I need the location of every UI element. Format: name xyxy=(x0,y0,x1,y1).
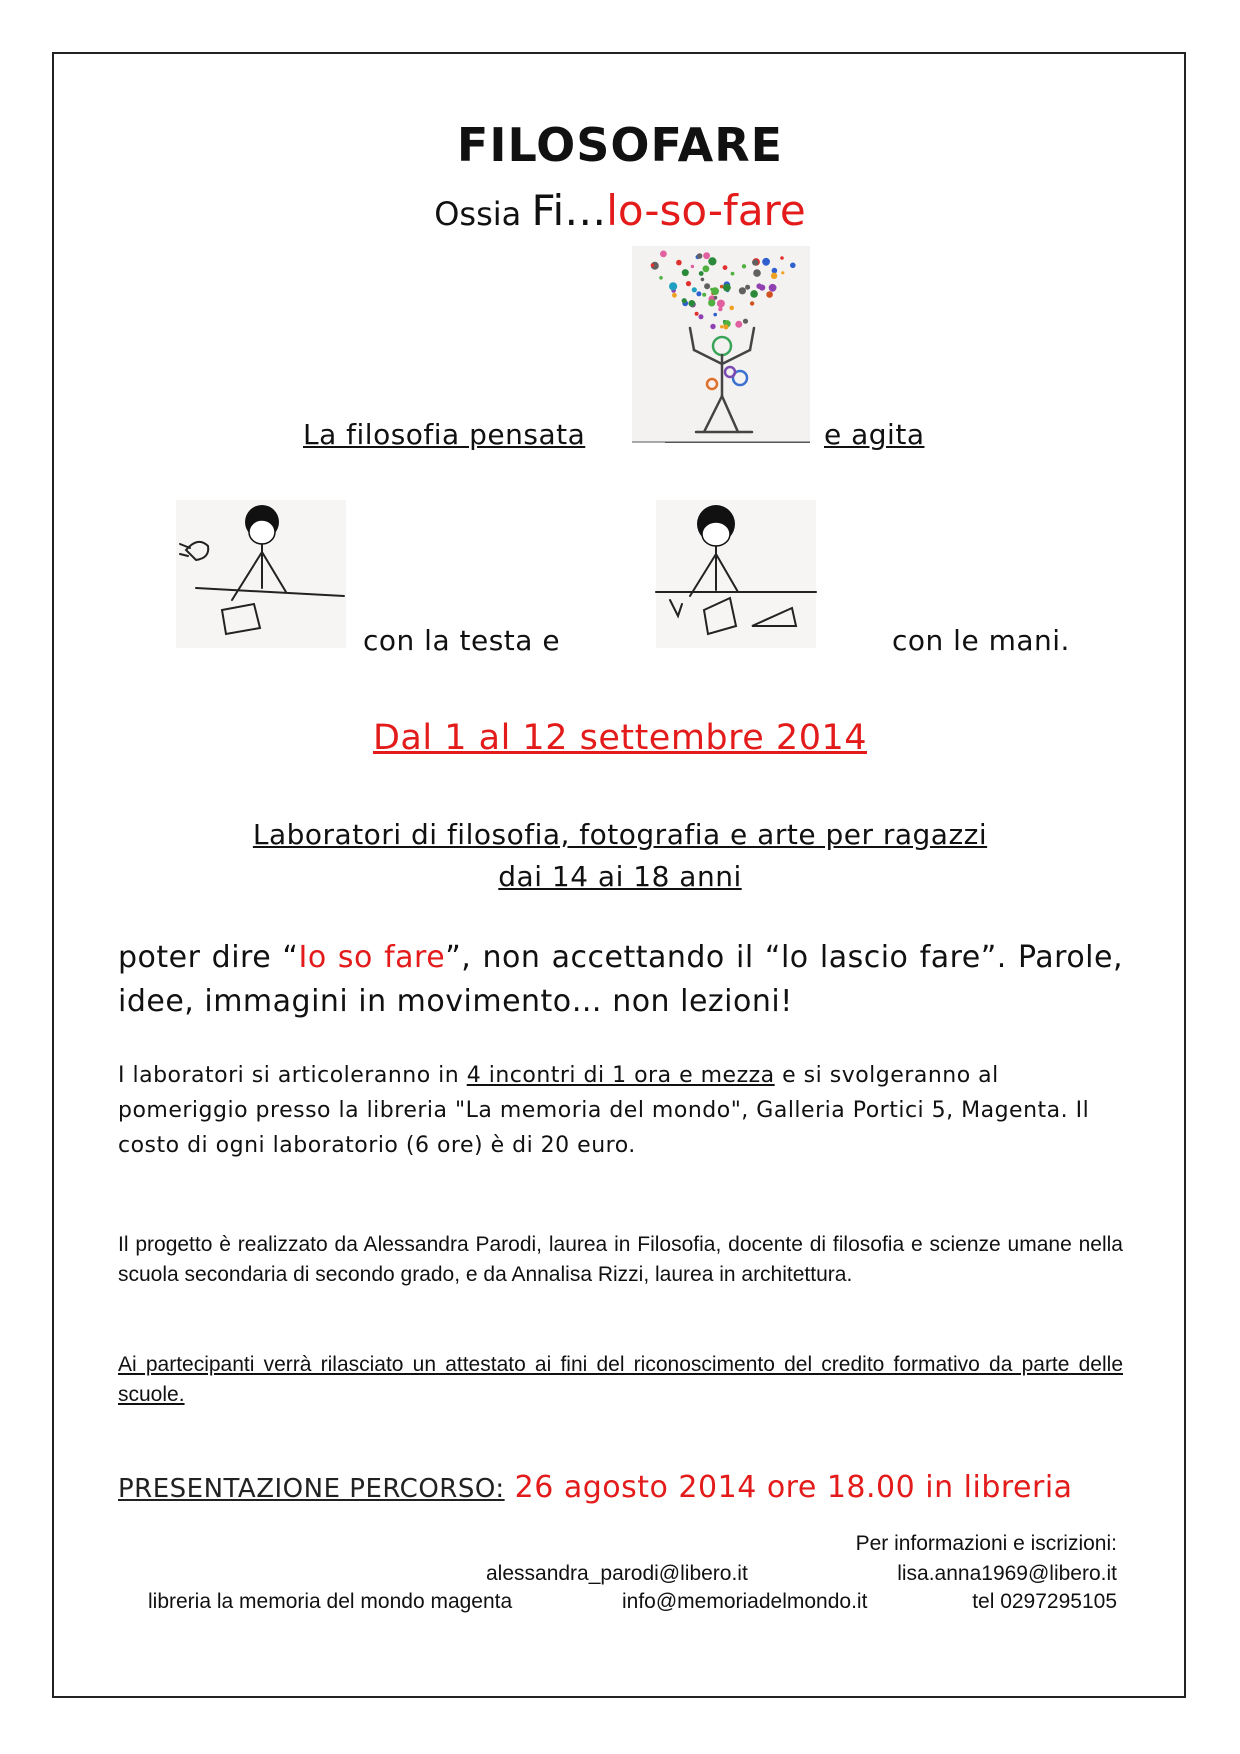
confetti-dot xyxy=(750,301,754,305)
confetti-dot xyxy=(696,291,701,296)
confetti-dot xyxy=(697,253,703,259)
intro-gap-line xyxy=(665,442,810,443)
confetti-dot xyxy=(703,252,710,259)
confetti-dot xyxy=(703,265,710,272)
event-dates: Dal 1 al 12 settembre 2014 xyxy=(372,718,867,758)
confetti-dot xyxy=(781,271,784,274)
subtitle-fi: Fi… xyxy=(531,186,607,235)
intro-part1: La filosofia pensata xyxy=(303,418,586,451)
desc-c: e si svolgeranno al pomeriggio presso la libreria "La memoria del mondo", Galleria Portici 5, Magenta. Il costo di ogni laboratorio (6 ore) è di 20 euro. xyxy=(118,1063,1090,1158)
confetti-dot xyxy=(691,265,694,268)
confetti-dot xyxy=(723,325,728,330)
confetti-dot xyxy=(688,300,695,307)
motto-a: poter dire “ xyxy=(118,940,299,975)
confetti-dot xyxy=(669,282,677,290)
confetti-dot xyxy=(651,263,655,267)
confetti-dot xyxy=(713,313,717,317)
confetti-dot xyxy=(692,287,697,292)
confetti-dot xyxy=(682,269,689,276)
confetti-dot xyxy=(723,265,728,270)
desc-meetings: 4 incontri di 1 ora e mezza xyxy=(466,1063,775,1088)
illustration-dots-figure xyxy=(632,246,810,442)
confetti-dot xyxy=(735,321,742,328)
project-paragraph: Il progetto è realizzato da Alessandra Parodi, laurea in Filosofia, docente di filosofia e scienze umane nella scuola secondaria di secondo grado, e da Annalisa Rizzi, laurea in architettura. xyxy=(118,1233,1123,1286)
confetti-dot xyxy=(750,290,758,298)
confetti-dot xyxy=(743,319,748,324)
confetti-dot xyxy=(695,312,699,316)
confetti-dot xyxy=(699,314,704,319)
confetti-dot xyxy=(702,293,706,297)
page-title: FILOSOFARE xyxy=(456,118,784,172)
confetti-dot xyxy=(759,285,765,291)
confetti-dot xyxy=(686,281,691,286)
confetti-dot xyxy=(771,273,777,279)
confetti-dot xyxy=(699,271,704,276)
subtitle-prefix: Ossia xyxy=(434,195,532,233)
workshop-description xyxy=(118,1058,1128,1163)
confetti-dot xyxy=(708,257,716,265)
confetti-dot xyxy=(660,251,667,258)
confetti-dot xyxy=(701,278,705,282)
confetti-dot xyxy=(766,291,773,298)
motto-c: ”, non accettando il “lo lascio fare”. Parole, idee, immagini in movimento… non lezioni! xyxy=(118,940,1124,1019)
confetti-dot xyxy=(720,325,723,328)
illustration-hands-figure xyxy=(656,500,816,648)
confetti-dot xyxy=(710,324,715,329)
confetti-dot xyxy=(714,296,718,300)
contact-email-2[interactable]: lisa.anna1969@libero.it xyxy=(897,1562,1117,1585)
presentation-label: PRESENTAZIONE PERCORSO: xyxy=(118,1474,505,1504)
confetti-dot xyxy=(717,300,725,308)
contacts-heading: Per informazioni e iscrizioni: xyxy=(855,1532,1117,1555)
certificate-note: Ai partecipanti verrà rilasciato un attestato ai fini del riconoscimento del credito formativo da parte delle scuole. xyxy=(118,1353,1123,1406)
confetti-dot xyxy=(682,298,687,303)
subtitle-lo-so-fare: lo-so-fare xyxy=(606,186,806,235)
contact-email-1[interactable]: alessandra_parodi@libero.it xyxy=(486,1562,748,1585)
confetti-dot xyxy=(780,256,784,260)
confetti-dot xyxy=(772,268,778,274)
confetti-dot xyxy=(752,259,758,265)
subtitle xyxy=(0,186,1240,235)
workshops-line1: Laboratori di filosofia, fotografia e arte per ragazzi xyxy=(252,818,988,851)
desc-a: I laboratori si articoleranno in xyxy=(118,1063,467,1088)
motto-io-so-fare: Io so fare xyxy=(298,940,446,975)
confetti-dot xyxy=(762,258,770,266)
confetti-dot xyxy=(742,264,746,268)
contact-phone[interactable]: tel 0297295105 xyxy=(972,1590,1117,1613)
illustration-head-figure xyxy=(176,500,346,648)
contact-email-3[interactable]: info@memoriadelmondo.it xyxy=(622,1590,868,1613)
confetti-dot xyxy=(723,284,731,292)
confetti-dot xyxy=(704,283,710,289)
confetti-dot xyxy=(718,307,722,311)
presentation-line xyxy=(118,1470,1073,1505)
confetti-dot xyxy=(745,285,750,290)
motto-paragraph xyxy=(118,936,1123,1024)
confetti-dot xyxy=(676,260,682,266)
confetti-dot xyxy=(711,287,719,295)
confetti-dot xyxy=(729,306,734,311)
confetti-dot xyxy=(720,285,724,289)
presentation-date: 26 agosto 2014 ore 18.00 in libreria xyxy=(504,1470,1073,1505)
confetti-dot xyxy=(769,284,777,292)
confetti-dot xyxy=(708,299,715,306)
hands-part1: con la testa e xyxy=(363,624,561,657)
confetti-dot xyxy=(672,293,677,298)
confetti-dot xyxy=(739,287,746,294)
confetti-dot xyxy=(659,276,663,280)
confetti-dot xyxy=(753,269,761,277)
hands-part2: con le mani. xyxy=(892,624,1070,657)
confetti-dot xyxy=(790,263,796,269)
contact-bookshop: libreria la memoria del mondo magenta xyxy=(148,1590,513,1613)
confetti-dot xyxy=(731,272,735,276)
workshops-line2: dai 14 ai 18 anni xyxy=(498,860,742,893)
intro-part2: e agita xyxy=(824,418,925,451)
